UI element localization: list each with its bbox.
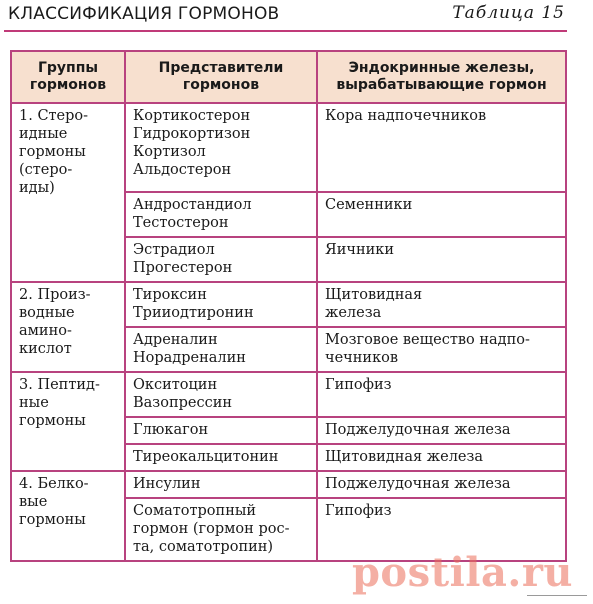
gland-cell: Щитовидная железа (317, 282, 566, 327)
group-cell: 4. Белко- вые гормоны (11, 471, 125, 561)
gland-cell: Поджелудочная железа (317, 417, 566, 444)
gland-cell: Щитовидная железа (317, 444, 566, 471)
page-header (0, 0, 593, 34)
gland-cell: Семенники (317, 192, 566, 237)
gland-cell: Гипофиз (317, 372, 566, 417)
table-row (11, 372, 566, 417)
table-row (11, 282, 566, 327)
table-number: Таблица 15 (452, 3, 565, 23)
representatives-cell: Кортикостерон Гидрокортизон Кортизол Альдостерон (125, 103, 317, 192)
page-edge-ticks (527, 595, 587, 604)
gland-cell: Мозговое вещество надпо- чечников (317, 327, 566, 372)
table-row (11, 471, 566, 498)
table-row (11, 103, 566, 192)
representatives-cell: Эстрадиол Прогестерон (125, 237, 317, 282)
group-cell: 3. Пептид- ные гормоны (11, 372, 125, 471)
representatives-cell: Андростандиол Тестостерон (125, 192, 317, 237)
gland-cell: Гипофиз (317, 498, 566, 561)
hormone-classification-table (10, 50, 567, 562)
gland-cell: Поджелудочная железа (317, 471, 566, 498)
group-cell: 1. Стеро- идные гормоны (стеро- иды) (11, 103, 125, 282)
hormone-table-container (10, 50, 565, 562)
column-header-representatives: Представители гормонов (125, 51, 317, 103)
header-divider (4, 30, 567, 32)
column-header-glands: Эндокринные железы, вырабатывающие гормон (317, 51, 566, 103)
representatives-cell: Тиреокальцитонин (125, 444, 317, 471)
representatives-cell: Глюкагон (125, 417, 317, 444)
group-cell: 2. Произ- водные амино- кислот (11, 282, 125, 372)
gland-cell: Кора надпочечников (317, 103, 566, 192)
representatives-cell: Адреналин Норадреналин (125, 327, 317, 372)
representatives-cell: Инсулин (125, 471, 317, 498)
representatives-cell: Окситоцин Вазопрессин (125, 372, 317, 417)
representatives-cell: Соматотропный гормон (гормон рос- та, соматотропин) (125, 498, 317, 561)
gland-cell: Яичники (317, 237, 566, 282)
column-header-groups: Группы гормонов (11, 51, 125, 103)
page-title: КЛАССИФИКАЦИЯ ГОРМОНОВ (8, 4, 280, 24)
site-watermark: postila.ru (351, 549, 573, 596)
representatives-cell: Тироксин Трииодтиронин (125, 282, 317, 327)
table-header-row (11, 51, 566, 103)
